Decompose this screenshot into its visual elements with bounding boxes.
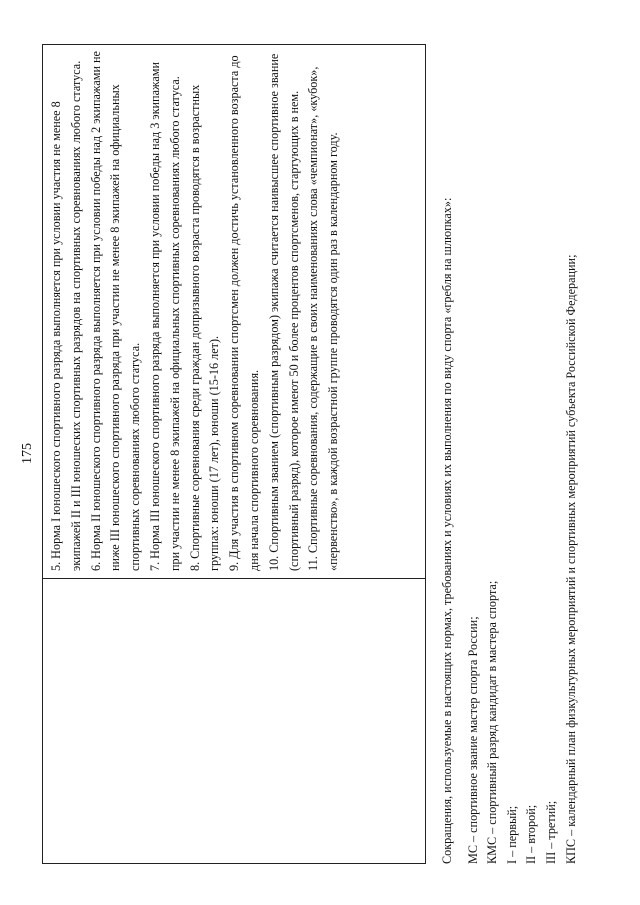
note-item: 8. Спортивные соревнования среди граждан допризывного возраста проводятся в возрастных группах: юноши (17 лет), юноши (15-16 лет). [187,84,222,571]
abbreviations-intro: Сокращения, используемые в настоящих нормах, требованиях и условиях их выполнения по виду спорта «гребля на шлюпках»: [440,197,454,864]
abbreviations-section [438,34,581,864]
notes-table [42,44,426,864]
note-item: 10. Спортивным званием (спортивным разрядом) экипажа считается наивысшее спортивное звание (спортивный разряд), которое имеют 50 и более процентов спортсменов, стартующих в нем. [266,53,301,571]
abbreviation-item: МС – спортивное звание мастер спорта России; [465,616,480,864]
note-item: 7. Норма III юношеского спортивного разряда выполняется при условии победы над 3 экипажами при участии не менее 8 экипажей на официальных спортивных соревнованиях любого статуса. [147,61,182,571]
page-number: 175 [20,443,35,464]
notes-list [47,49,344,571]
abbreviation-item: II – второй; [524,804,539,864]
abbreviation-item: КМС – спортивный разряд кандидат в мастера спорта; [485,580,500,864]
note-item: 5. Норма I юношеского спортивного разряда выполняется при условии участия не менее 8 экипажей II и III юношеских спортивных разрядов на спортивных соревнованиях любого статуса. [49,60,83,571]
abbreviations-list [464,34,582,864]
table-column-divider [43,578,425,579]
note-item: 9. Для участия в спортивном соревновании спортсмен должен достичь установленного возраста до дня начала спортивного соревнования. [227,55,261,571]
note-item: 6. Норма II юношеского спортивного разряда выполняется при условии победы над 2 экипажами не ниже III юношеского спортивного разряда при участии не менее 8 экипажей на официальных спортивных соревнованиях любого статуса. [88,51,143,571]
rotated-page [20,22,620,882]
abbreviation-item: I – первый; [504,805,519,864]
abbreviation-item: КПС – календарный план физкультурных мероприятий и спортивных мероприятий субъекта Российской Федерации; [563,254,578,864]
abbreviation-item: III – третий; [543,800,558,864]
note-item: 11. Спортивные соревнования, содержащие в своих наименованиях слова «чемпионат», «кубок», «первенство», в каждой возрастной группе проводятся один раз в календарном году. [306,66,341,571]
